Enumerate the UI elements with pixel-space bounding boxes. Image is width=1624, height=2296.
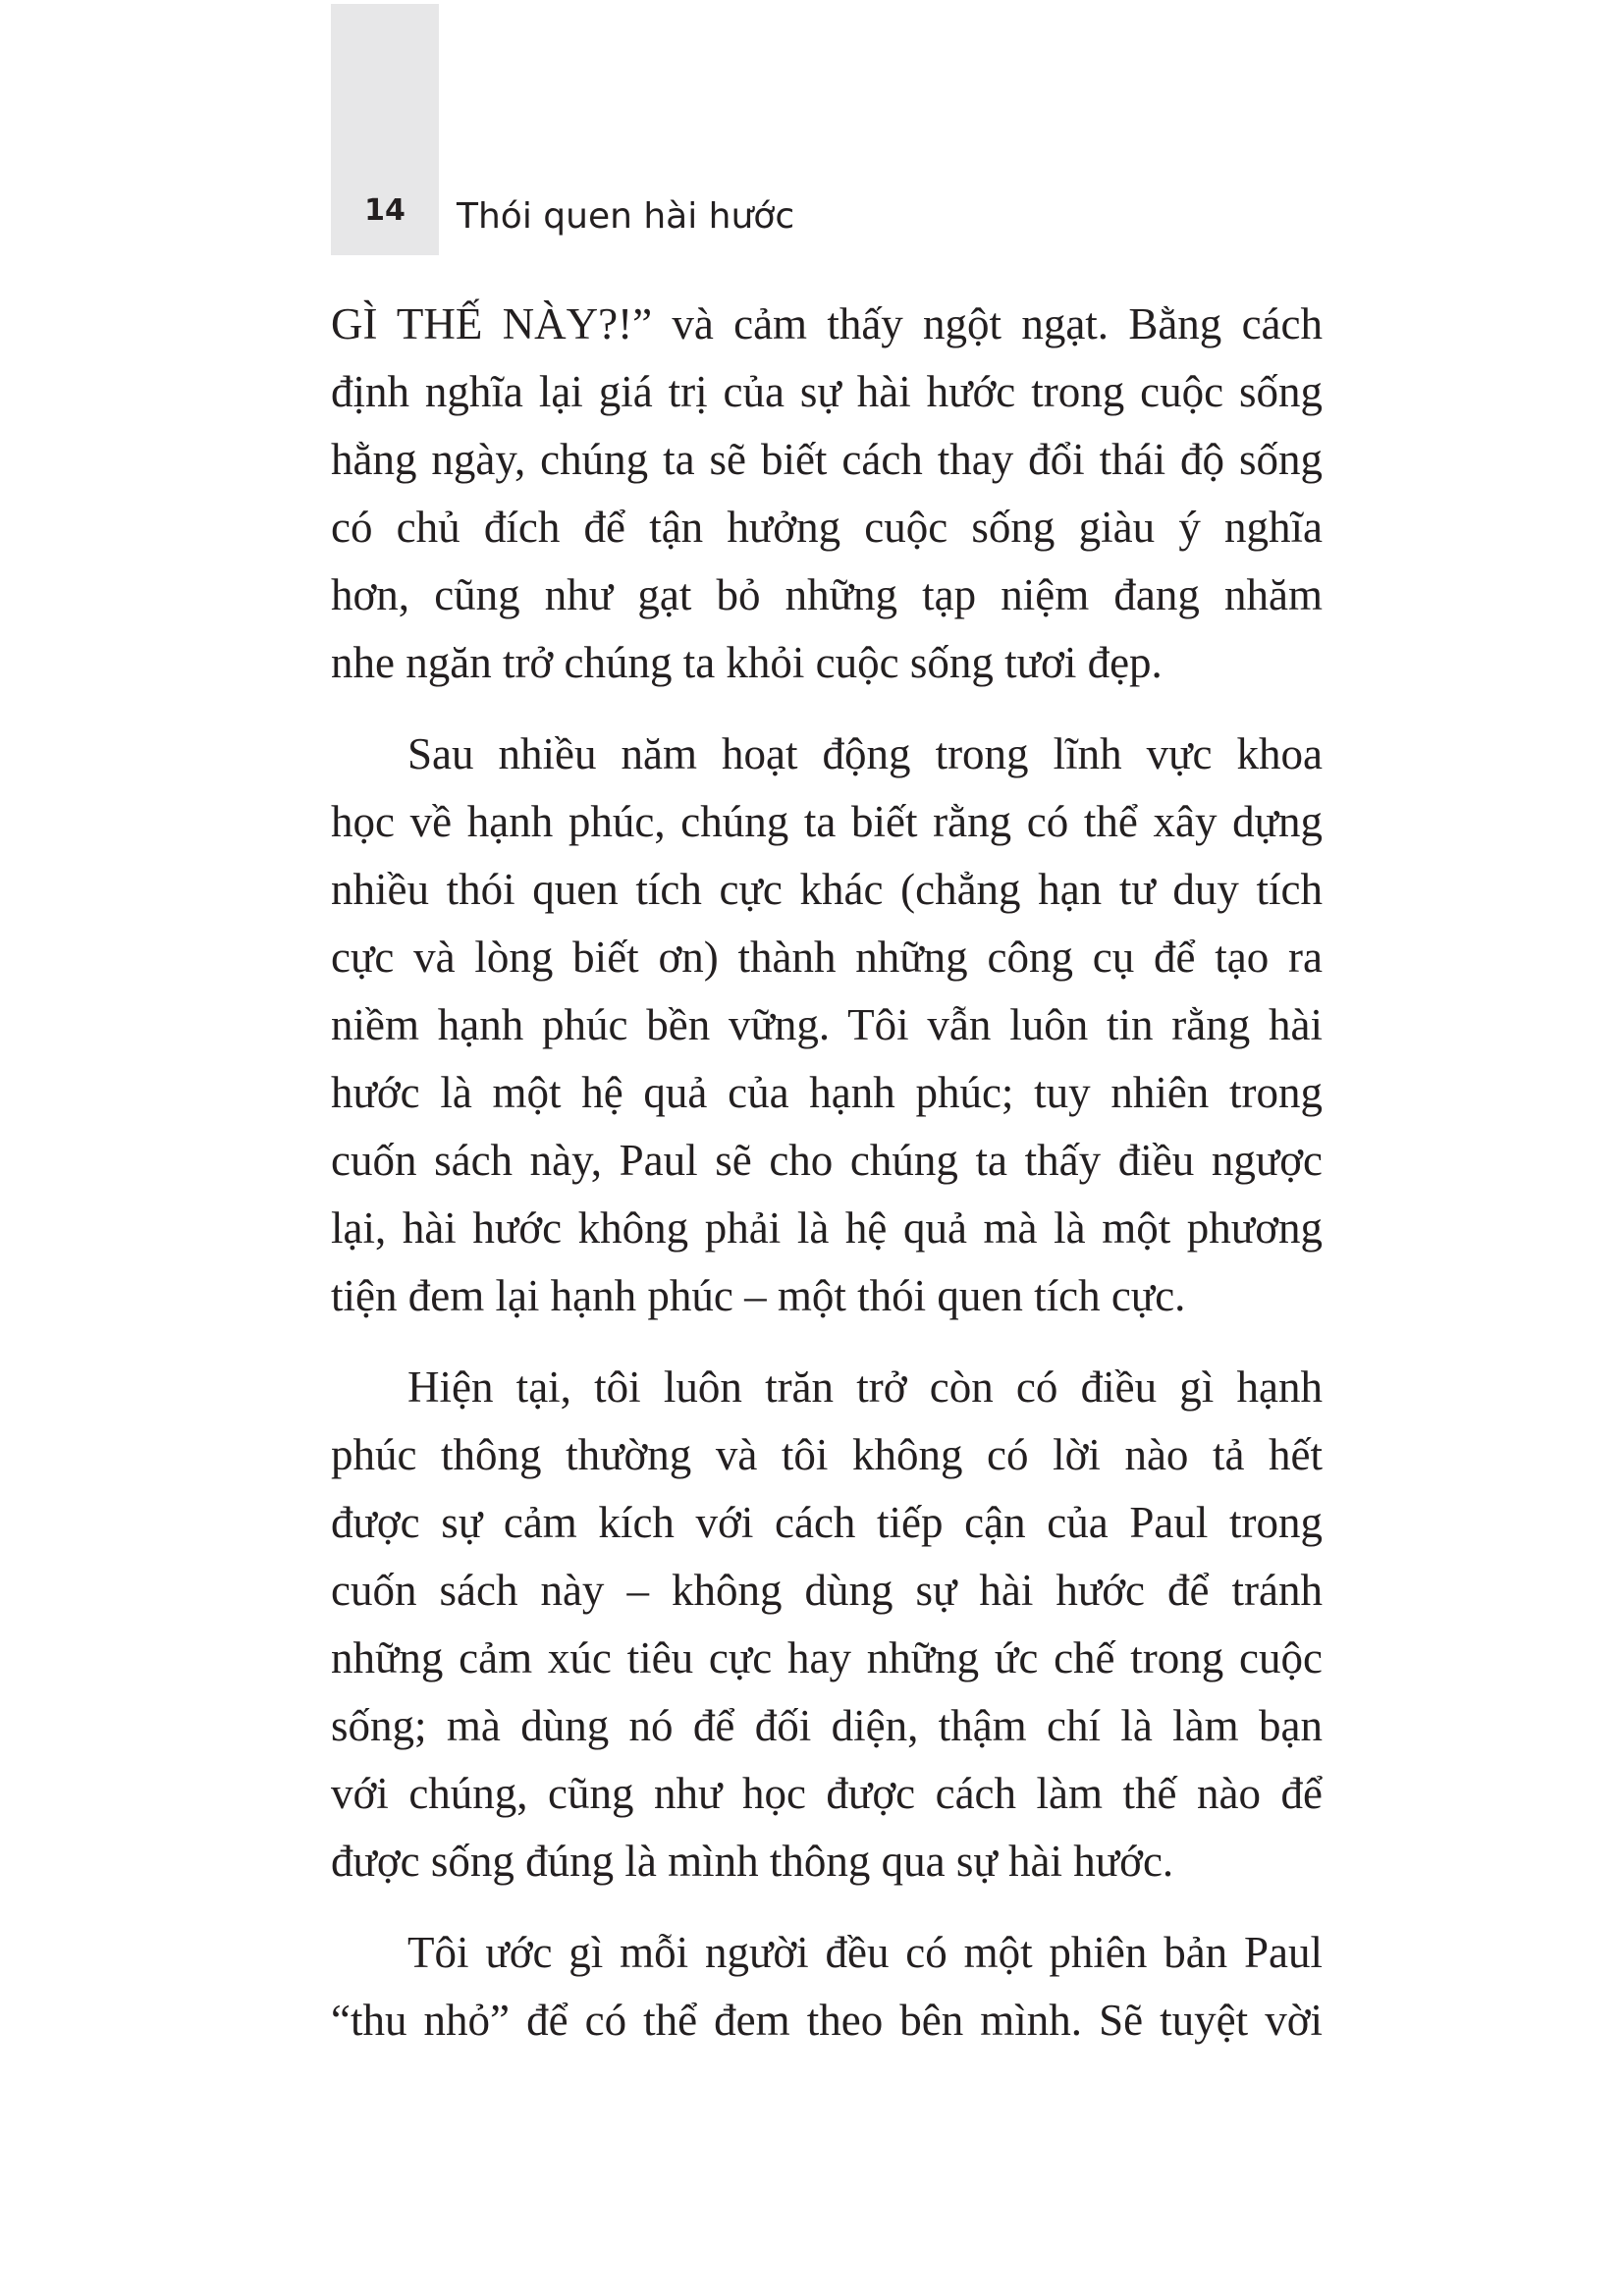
text-line: được sự cảm kích với cách tiếp cận của Paul trong [331,1498,1323,1547]
text-line: cuốn sách này, Paul sẽ cho chúng ta thấy điều ngược [331,1136,1323,1185]
text-line: nhe ngăn trở chúng ta khỏi cuộc sống tươi đẹp. [331,638,1163,687]
paragraph-3 [331,1354,1323,1896]
text-line: phúc thông thường và tôi không có lời nào tả hết [331,1430,1323,1479]
text-line: cực và lòng biết ơn) thành những công cụ để tạo ra [331,933,1323,982]
text-line: nhiều thói quen tích cực khác (chẳng hạn tư duy tích [331,865,1323,914]
text-line: hơn, cũng như gạt bỏ những tạp niệm đang nhăm [331,570,1323,619]
text-line: cuốn sách này – không dùng sự hài hước để tránh [331,1566,1323,1615]
page-number: 14 [364,193,406,228]
text-line: với chúng, cũng như học được cách làm thế nào để [331,1769,1323,1818]
paragraph-4 [331,1919,1323,2055]
text-line: niềm hạnh phúc bền vững. Tôi vẫn luôn tin rằng hài [331,1000,1323,1049]
text-line: lại, hài hước không phải là hệ quả mà là một phương [331,1203,1323,1253]
body-text [331,291,1323,2055]
text-line: tiện đem lại hạnh phúc – một thói quen tích cực. [331,1271,1186,1320]
text-line: Hiện tại, tôi luôn trăn trở còn có điều gì hạnh [407,1362,1323,1412]
text-line: Tôi ước gì mỗi người đều có một phiên bản Paul [407,1928,1323,1977]
running-title: Thói quen hài hước [457,196,795,237]
paragraph-1 [331,291,1323,697]
text-line: “thu nhỏ” để có thể đem theo bên mình. Sẽ tuyệt vời [331,1996,1323,2045]
text-line: được sống đúng là mình thông qua sự hài hước. [331,1837,1174,1886]
text-line: những cảm xúc tiêu cực hay những ức chế trong cuộc [331,1633,1323,1682]
text-line: sống; mà dùng nó để đối diện, thậm chí là làm bạn [331,1701,1323,1750]
text-line: định nghĩa lại giá trị của sự hài hước trong cuộc sống [331,367,1323,416]
text-line: học về hạnh phúc, chúng ta biết rằng có thể xây dựng [331,797,1323,846]
text-line: Sau nhiều năm hoạt động trong lĩnh vực khoa [407,729,1323,778]
paragraph-2 [331,721,1323,1330]
text-line: có chủ đích để tận hưởng cuộc sống giàu ý nghĩa [331,503,1323,552]
text-line: hằng ngày, chúng ta sẽ biết cách thay đổi thái độ sống [331,435,1323,484]
text-line: GÌ THẾ NÀY?!” và cảm thấy ngột ngạt. Bằng cách [331,299,1323,348]
text-line: hước là một hệ quả của hạnh phúc; tuy nhiên trong [331,1068,1323,1117]
